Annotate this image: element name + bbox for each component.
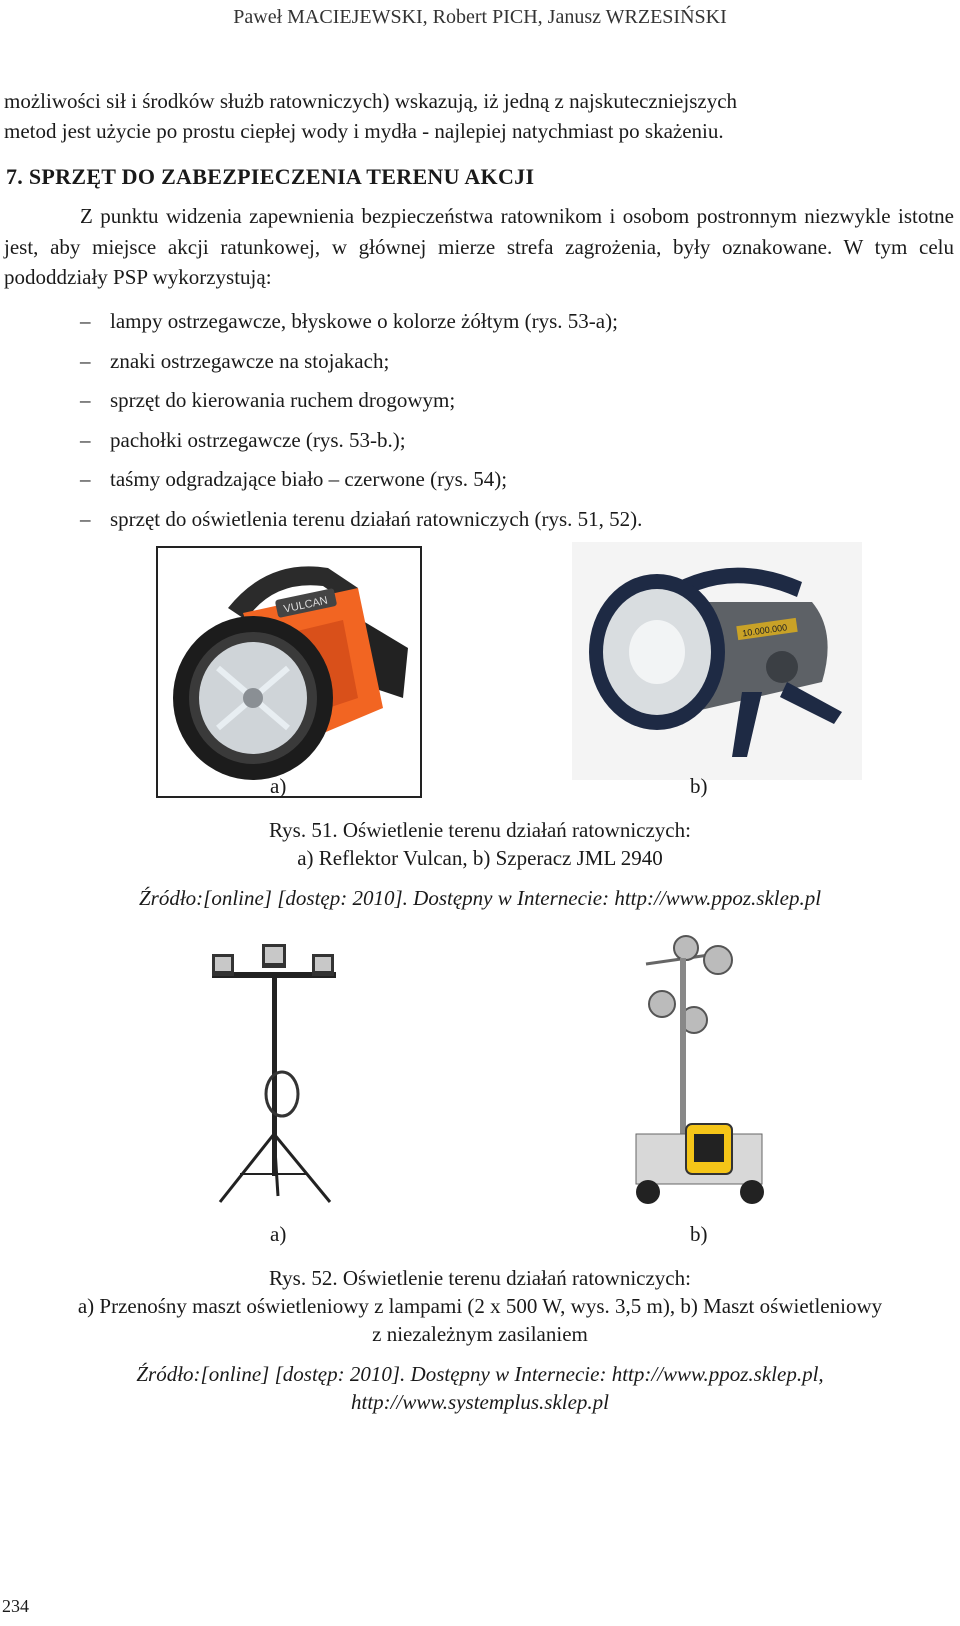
lamp-left-glass [215,957,231,971]
section-heading: 7. SPRZĘT DO ZABEZPIECZENIA TERENU AKCJI [6,164,535,189]
figure52-caption-line2: a) Przenośny maszt oświetleniowy z lampami (2 x 500 W, wys. 3,5 m), b) Maszt oświetleniowy [77,1294,883,1318]
equipment-list [80,306,642,544]
dash-bullet: – [80,348,91,373]
tripod-leg-center [274,1134,278,1196]
lamp-right-glass [315,957,331,971]
page-number: 234 [2,1596,29,1616]
list-item [80,385,642,425]
generator-panel [694,1134,724,1162]
list-item-text: lampy ostrzegawcze, błyskowe o kolorze żółtym (rys. 53-a); [110,309,618,333]
jml-spotlight-image [572,542,862,780]
jml-spotlight-illustration [572,542,862,780]
figure52-source-line2: http://www.systemplus.sklep.pl [350,1390,610,1414]
lamp-center-glass [265,947,283,963]
dash-bullet: – [80,427,91,452]
floodlight-2 [704,946,732,974]
list-item [80,346,642,386]
vulcan-label-text: VULCAN [282,594,329,616]
figure51-label-a: a) [270,774,287,798]
intro-line-1: możliwości sił i środków służb ratowniczych) wskazują, iż jedną z najskuteczniejszych [4,89,738,113]
list-item-text: taśmy odgradzające biało – czerwone (rys. 54); [110,467,508,492]
floodlight-1 [674,936,698,960]
telescopic-mast [680,958,686,1138]
figure52-caption-line3: z niezależnym zasilaniem [372,1322,588,1346]
trailer-wheel-left [636,1180,660,1204]
list-item-text: pachołki ostrzegawcze (rys. 53-b.); [110,427,406,452]
intro-line-2: metod jest użycie po prostu ciepłej wody i mydła - najlepiej natychmiast po skażeniu. [4,119,724,143]
vulcan-lantern-illustration [158,548,420,796]
figure52-source-line1: Źródło:[online] [dostęp: 2010]. Dostępny w Internecie: http://www.ppoz.sklep.pl, [136,1362,824,1386]
figure51-caption-line2: a) Reflektor Vulcan, b) Szperacz JML 2940 [297,846,663,870]
spotlight-stand-front [732,692,762,757]
lantern-bulb [243,688,263,708]
list-item [80,464,642,504]
trailer-wheel-right [740,1180,764,1204]
list-item-text: znaki ostrzegawcze na stojakach; [110,348,390,373]
spotlight-knob [766,651,798,683]
dash-bullet: – [80,467,91,492]
tripod-mast-illustration [200,934,350,1214]
figure51-source: Źródło:[online] [dostęp: 2010]. Dostępny w Internecie: http://www.ppoz.sklep.pl [138,886,822,910]
cable-coil [266,1072,298,1116]
dash-bullet: – [80,309,91,333]
spotlight-stand-rear [780,682,842,724]
dash-bullet: – [80,388,91,413]
figure51-label-b: b) [690,774,708,798]
vulcan-lantern-image [156,546,422,798]
generator-mast-image [626,934,776,1214]
figure51-caption-line1: Rys. 51. Oświetlenie terenu działań ratowniczych: [269,818,691,842]
dash-bullet: – [80,506,91,531]
tripod-mast-image [200,934,350,1214]
figure52-caption-line1: Rys. 52. Oświetlenie terenu działań ratowniczych: [269,1266,691,1290]
spotlight-label-text: 10.000.000 [741,622,788,639]
spotlight-lens-center [629,620,685,684]
list-item [80,504,642,544]
floodlight-3 [649,991,675,1017]
list-item-text: sprzęt do kierowania ruchem drogowym; [110,388,456,413]
generator-mast-illustration [626,934,776,1214]
tripod-leg-right [274,1134,330,1202]
tripod-leg-left [220,1134,274,1202]
list-item-text: sprzęt do oświetlenia terenu działań ratowniczych (rys. 51, 52). [110,506,643,531]
section-paragraph: Z punktu widzenia zapewnienia bezpieczeństwa ratownikom i osobom postronnym niezwykle istotne jest, aby miejsce akcji ratunkowej, w głównej mierze strefa zagrożenia, były oznakowane. W tym celu pododdziały PSP wykorzystują: [4,204,954,289]
figure52-label-a: a) [270,1222,287,1246]
list-item [80,425,642,465]
figure52-label-b: b) [690,1222,708,1246]
list-item [80,306,642,346]
running-header: Paweł MACIEJEWSKI, Robert PICH, Janusz WRZESIŃSKI [233,6,727,28]
